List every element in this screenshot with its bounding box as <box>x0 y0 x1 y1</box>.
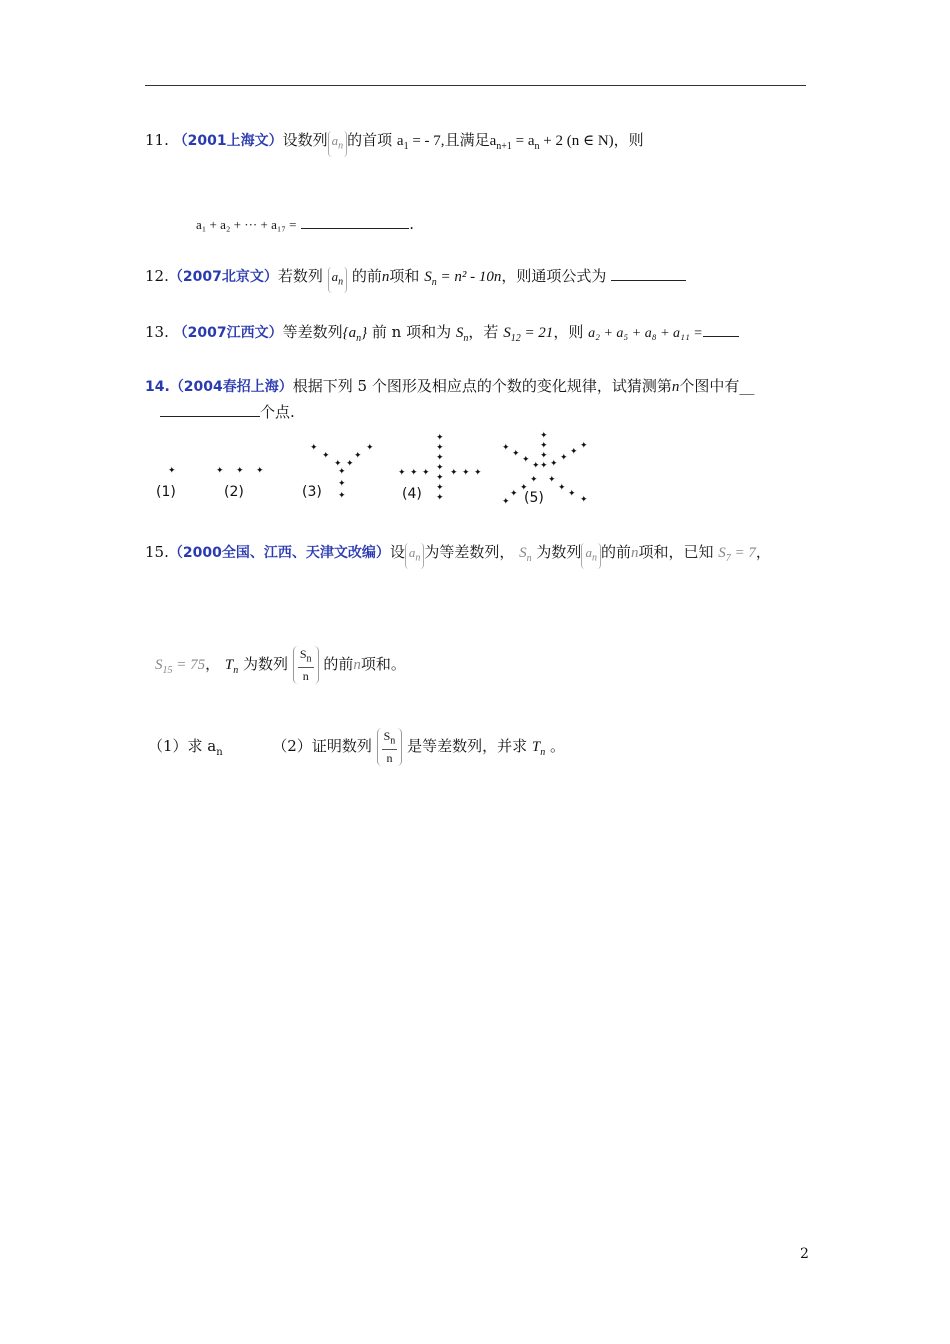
q12-text: ，则通项公式为 <box>501 267 607 285</box>
figure-dot: ✦ <box>520 483 528 493</box>
q11-text: ，则 <box>613 131 644 149</box>
q15-part1: （1）求 $a_n$ <box>148 737 223 759</box>
figure-dot: ✦ <box>436 493 444 503</box>
figure-dot: ✦ <box>168 466 176 476</box>
q13-text: ，则 <box>553 323 584 341</box>
figure-dot: ✦ <box>540 431 548 441</box>
q14-text: 根据下列 5 个图形及相应点的个数的变化规律，试猜测第 <box>292 377 672 395</box>
q15-s7: $S_7 = 7$ <box>718 545 756 564</box>
answer-blank[interactable] <box>703 322 739 337</box>
q11-a1: $a_1$ = - 7, <box>396 133 445 152</box>
figure-dot: ✦ <box>510 489 518 499</box>
q13-number: 13. <box>145 323 169 341</box>
q15-s15: $S_{15} = 75$ <box>155 657 206 677</box>
q15-text: 的前 <box>323 655 354 674</box>
q13-text: 前 n 项和为 <box>371 323 452 341</box>
figure-label: (4) <box>402 486 422 502</box>
figure-dot: ✦ <box>462 468 470 478</box>
figure-dot: ✦ <box>422 468 430 478</box>
figure-dot: ✦ <box>436 433 444 443</box>
q11-sum-line <box>196 214 414 235</box>
q14-text: 个点. <box>260 403 295 421</box>
page-number: 2 <box>800 1246 809 1262</box>
q15-fraction-2: $\frac{S_n}{n}$ <box>377 728 403 766</box>
q12-number: 12. <box>145 267 169 285</box>
figure-dot: ✦ <box>568 489 576 499</box>
figure-dot: ✦ <box>540 441 548 451</box>
q15-text: 为等差数列， <box>424 543 515 561</box>
q12-n: n <box>381 269 390 285</box>
q13-source: （2007江西文） <box>173 325 283 341</box>
figure-dot: ✦ <box>366 443 374 453</box>
figure-dot: ✦ <box>548 475 556 485</box>
figure-dot: ✦ <box>398 468 406 478</box>
figure-dot: ✦ <box>550 459 558 469</box>
figure-dot: ✦ <box>338 491 346 501</box>
q11-end: . <box>409 215 415 233</box>
q12-text: 的前 <box>351 267 382 285</box>
q11-number: 11. <box>145 131 169 149</box>
q14-text: 个图中有__ <box>679 377 755 395</box>
q11-text: 的首项 <box>347 131 393 149</box>
figure-dot: ✦ <box>474 468 482 478</box>
q11-text: 设数列 <box>282 131 328 149</box>
question-15 <box>145 542 771 569</box>
q15-n: n <box>630 545 639 561</box>
q14-source: （2004春招上海） <box>169 379 293 395</box>
q15-text: ， <box>755 543 771 561</box>
q12-source: （2007北京文） <box>168 269 278 285</box>
q15-text: 项和，已知 <box>638 543 714 561</box>
figure-dot: ✦ <box>322 451 330 461</box>
figure-dot: ✦ <box>436 483 444 493</box>
q15-sn: $S_n$ <box>519 545 532 564</box>
q12-text: 若数列 <box>277 267 323 285</box>
q15-tn: $T_n$ <box>224 657 239 677</box>
q15-text: 为数列 <box>536 543 582 561</box>
figure-dot: ✦ <box>410 468 418 478</box>
q11-seq: $a_n$ <box>328 131 348 157</box>
figure-label: (5) <box>524 490 544 506</box>
figure-dot: ✦ <box>338 467 346 477</box>
q15-fraction: $\frac{S_n}{n}$ <box>293 646 319 684</box>
figure-dot: ✦ <box>436 473 444 483</box>
q11-recurrence: $a_{n+1} = a_n + 2$ (n ∈ N) <box>489 133 614 152</box>
q13-text: 等差数列 <box>282 323 343 341</box>
figure-dot: ✦ <box>236 466 244 476</box>
question-14 <box>145 376 754 397</box>
q11-sum: a₁ + a₂ + ··· + a₁₇ = <box>196 217 297 232</box>
figure-dot: ✦ <box>540 461 548 471</box>
question-13 <box>145 322 739 349</box>
q12-formula: $S_n = n^2 - 10n$ <box>424 269 502 288</box>
q15-number: 15. <box>145 543 169 561</box>
q15-text: ， <box>205 655 221 674</box>
figure-dot: ✦ <box>450 468 458 478</box>
q14-line2 <box>160 402 295 422</box>
q15-text: 项和。 <box>360 655 406 674</box>
q13-sn: $S_n$ <box>455 325 469 344</box>
figure-dot: ✦ <box>532 461 540 471</box>
q11-source: （2001上海文） <box>173 133 283 149</box>
answer-blank[interactable] <box>160 402 260 417</box>
figure-dot: ✦ <box>334 459 342 469</box>
q13-s12: $S_{12} = 21$ <box>503 325 554 344</box>
q15-n: n <box>353 657 361 674</box>
q15-source: （2000全国、江西、天津文改编） <box>168 545 390 561</box>
q15-text: 设 <box>389 543 405 561</box>
figure-dot: ✦ <box>436 463 444 473</box>
figure-dot: ✦ <box>310 443 318 453</box>
q15-part2: （2）证明数列 <box>272 737 372 756</box>
q14-number: 14. <box>145 379 170 395</box>
figure-dot: ✦ <box>436 443 444 453</box>
q13-text: ，若 <box>468 323 499 341</box>
q13-sum: a₂ + a₅ + a₈ + a₁₁ = <box>588 326 703 341</box>
q15-text: 是等差数列，并求 <box>407 737 528 756</box>
q12-text: 项和 <box>389 267 420 285</box>
figure-dot: ✦ <box>540 451 548 461</box>
q12-seq: $a_n$ <box>328 267 348 293</box>
figure-dot: ✦ <box>354 451 362 461</box>
dot-pattern-figure <box>150 432 600 512</box>
figure-dot: ✦ <box>216 466 224 476</box>
figure-dot: ✦ <box>560 453 568 463</box>
figure-label: (3) <box>302 484 322 500</box>
figure-dot: ✦ <box>346 459 354 469</box>
q13-seq: $\{a_n\}$ <box>342 325 368 344</box>
question-12 <box>145 266 686 293</box>
figure-dot: ✦ <box>502 443 510 453</box>
q15-parts <box>148 728 565 766</box>
figure-dot: ✦ <box>436 453 444 463</box>
q15-line2 <box>155 646 406 684</box>
q15-seq-ref: $a_n$ <box>581 543 601 569</box>
q15-tn-2: $T_n$ <box>531 739 546 759</box>
q15-text: 的前 <box>600 543 631 561</box>
q15-text: 为数列 <box>243 655 289 674</box>
answer-blank[interactable] <box>301 214 409 229</box>
figure-label: (2) <box>224 484 244 500</box>
figure-dot: ✦ <box>558 483 566 493</box>
q15-seq: $a_n$ <box>405 543 425 569</box>
figure-dot: ✦ <box>530 475 538 485</box>
figure-dot: ✦ <box>580 495 588 505</box>
q11-text: 且满足 <box>444 131 490 149</box>
figure-dot: ✦ <box>570 447 578 457</box>
figure-dot: ✦ <box>338 479 346 489</box>
figure-dot: ✦ <box>580 441 588 451</box>
figure-dot: ✦ <box>502 497 510 507</box>
header-rule <box>145 85 806 86</box>
q14-n: n <box>671 379 680 395</box>
figure-label: (1) <box>156 484 176 500</box>
figure-dot: ✦ <box>522 455 530 465</box>
q15-text: 。 <box>550 737 566 756</box>
answer-blank[interactable] <box>611 266 686 281</box>
figure-dot: ✦ <box>256 466 264 476</box>
figure-dot: ✦ <box>512 449 520 459</box>
question-11 <box>145 130 644 157</box>
